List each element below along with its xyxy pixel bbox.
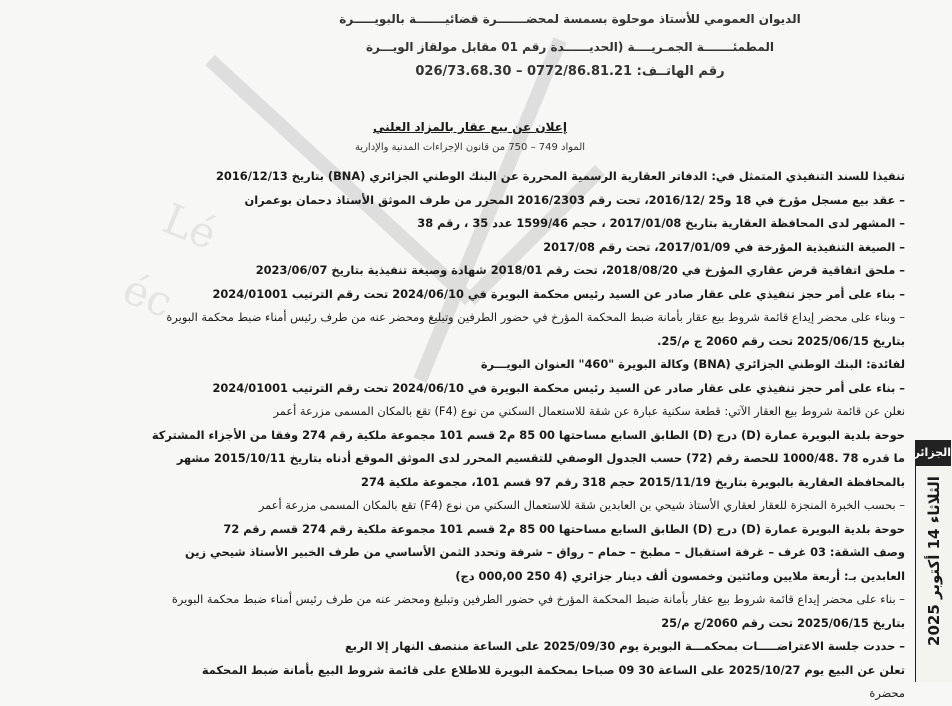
body-line: بتاريخ 2025/06/15 تحت رقم 2060/ج م/25 <box>661 615 905 630</box>
body-line: وصف الشقة: 03 غرف – غرفة استقبال – مطبخ – حمام – رواق – شرفة وتحدد الثمن الأساسي من طرف الخبير الأستاذ شيحي زين <box>184 545 905 559</box>
notice-title: إعلان عن بيع عقار بالمزاد العلني <box>372 120 568 134</box>
body-line: بالمحافظة العقارية بالبويرة بتاريخ 2015/11/19 حجم 318 رقم 97 قسم 101، مجموعة ملكية 274 <box>361 474 905 489</box>
svg-text:Lé: Lé <box>156 193 224 260</box>
body-line: – بناء على أمر حجز تنفيذي على عقار صادر عن السيد رئيس محكمة البويرة في 2024/06/10 تحت رقم الترتيب 2024/01001 <box>212 380 905 395</box>
notice-subtitle: المواد 749 – 750 من قانون الإجراءات المدنية والإدارية <box>354 142 586 153</box>
body-line: لفائدة: البنك الوطني الجزائري (BNA) وكالة البويرة "460" العنوان البويـــرة <box>480 357 905 371</box>
body-line: تنفيذا للسند التنفيذي المتمثل في: الدفاتر العقارية الرسمية المحررة عن البنك الوطني الجزائري (BNA) بتاريخ 2016/12/13 <box>216 169 905 183</box>
body-line: – عقد بيع مسجل مؤرخ في 18 و25 /2016/12، تحت رقم 2016/2303 المحرر من طرف الموثق الأستاذ دحمان بوعمران <box>244 192 905 207</box>
body-line: – ملحق اتفاقية قرض عقاري المؤرخ في 2018/08/20، تحت رقم 2018/01 شهادة وصيغة تنفيذية بتاريخ 2023/06/07 <box>255 263 905 277</box>
body-line: – بحسب الخبرة المنجزة للعقار لعقاري الأستاذ شيحي بن العابدين شقة للاستعمال السكني من نوع (F4) تقع بالمكان المسمى مزرعة أعمر <box>258 498 905 512</box>
body-line: ما قدره 78 .1000/48 للحصة رقم (72) حسب الجدول الوصفي للتقسيم المحرر لدى الموثق الموقع أدناه بتاريخ 2015/10/11 مشهر <box>176 451 905 465</box>
body-line: العابدين بـ: أربعة ملايين ومائتين وخمسون ألف دينار جزائري (4 250 000,00 دج) <box>455 568 905 583</box>
body-line: – وبناء على محضر إيداع قائمة شروط بيع عقار بأمانة ضبط المحكمة المؤرخ في حضور الطرفين وتبليغ ومحضر عنه من طرف رئيس أمناء ضبط محكمة البويرة <box>166 310 905 324</box>
header-line-1: الديوان العمومي للأستاذ موحلوة بسمسة لمحضـــــــرة قضائيـــــــة بالبويـــــرة <box>339 12 801 26</box>
body-line: تعلن عن البيع يوم 2025/10/27 على الساعة 30 09 صباحا بمحكمة البويرة للاطلاع على قائمة شروط البيع بأمانة ضبط المحكمة <box>201 662 905 677</box>
body-line: – المشهر لدى المحافظة العقارية بتاريخ 2017/01/08 ، حجم 1599/46 عدد 35 ، رقم 38 <box>417 216 905 230</box>
newspaper-tag: الجزائر <box>915 440 951 466</box>
publication-sidebar <box>915 440 952 682</box>
svg-text:éc: éc <box>116 263 180 328</box>
body-line: – بناء على محضر إيداع قائمة شروط بيع عقار بأمانة ضبط المحكمة المؤرخ في حضور الطرفين وتبليغ ومحضر عنه من طرف رئيس أمناء ضبط محكمة البويرة <box>171 592 905 606</box>
body-line: – بناء على أمر حجز تنفيذي على عقار صادر عن السيد رئيس محكمة البويرة في 2024/06/10 تحت رقم الترتيب 2024/01001 <box>212 286 905 301</box>
notice-body <box>10 165 905 706</box>
body-line: حوحة بلدية البويرة عمارة (D) درج (D) الطابق السابع مساحتها 00 85 م2 قسم 101 مجموعة ملكية رقم 274 وفقا من الأجزاء المشتركة <box>151 427 905 442</box>
header-line-2: المطمئـــــــة الجمـريــــة (الحديــــــدة رقم 01 مقابل مولقاز الويـــرة <box>365 40 775 54</box>
header-phone: رقم الهاتــف: 0772/86.81.21 – 026/73.68.30 <box>415 64 725 79</box>
body-line: نعلن عن قائمة شروط بيع العقار الآتي: قطعة سكنية عبارة عن شقة للاستعمال السكني من نوع (F4) تقع بالمكان المسمى مزرعة أعمر <box>273 404 905 418</box>
publication-date: الثلاثاء 14 أكتوبر 2025 <box>925 476 943 646</box>
body-line: – حددت جلسة الاعتراضـــــات بمحكمـــة البويرة يوم 2025/09/30 على الساعة منتصف النهار إلا الربع <box>345 639 905 653</box>
body-line: حوحة بلدية البويرة عمارة (D) درج (D) الطابق السابع مساحتها 00 85 م2 قسم 101 مجموعة ملكية رقم 274 قسم رقم 72 <box>223 521 905 536</box>
body-line: بتاريخ 2025/06/15 تحت رقم 2060 ج م/25. <box>657 333 905 348</box>
body-line: – الصيغة التنفيذية المؤرخة في 2017/01/09، تحت رقم 2017/08 <box>543 239 905 254</box>
body-line: محضرة <box>869 686 905 700</box>
